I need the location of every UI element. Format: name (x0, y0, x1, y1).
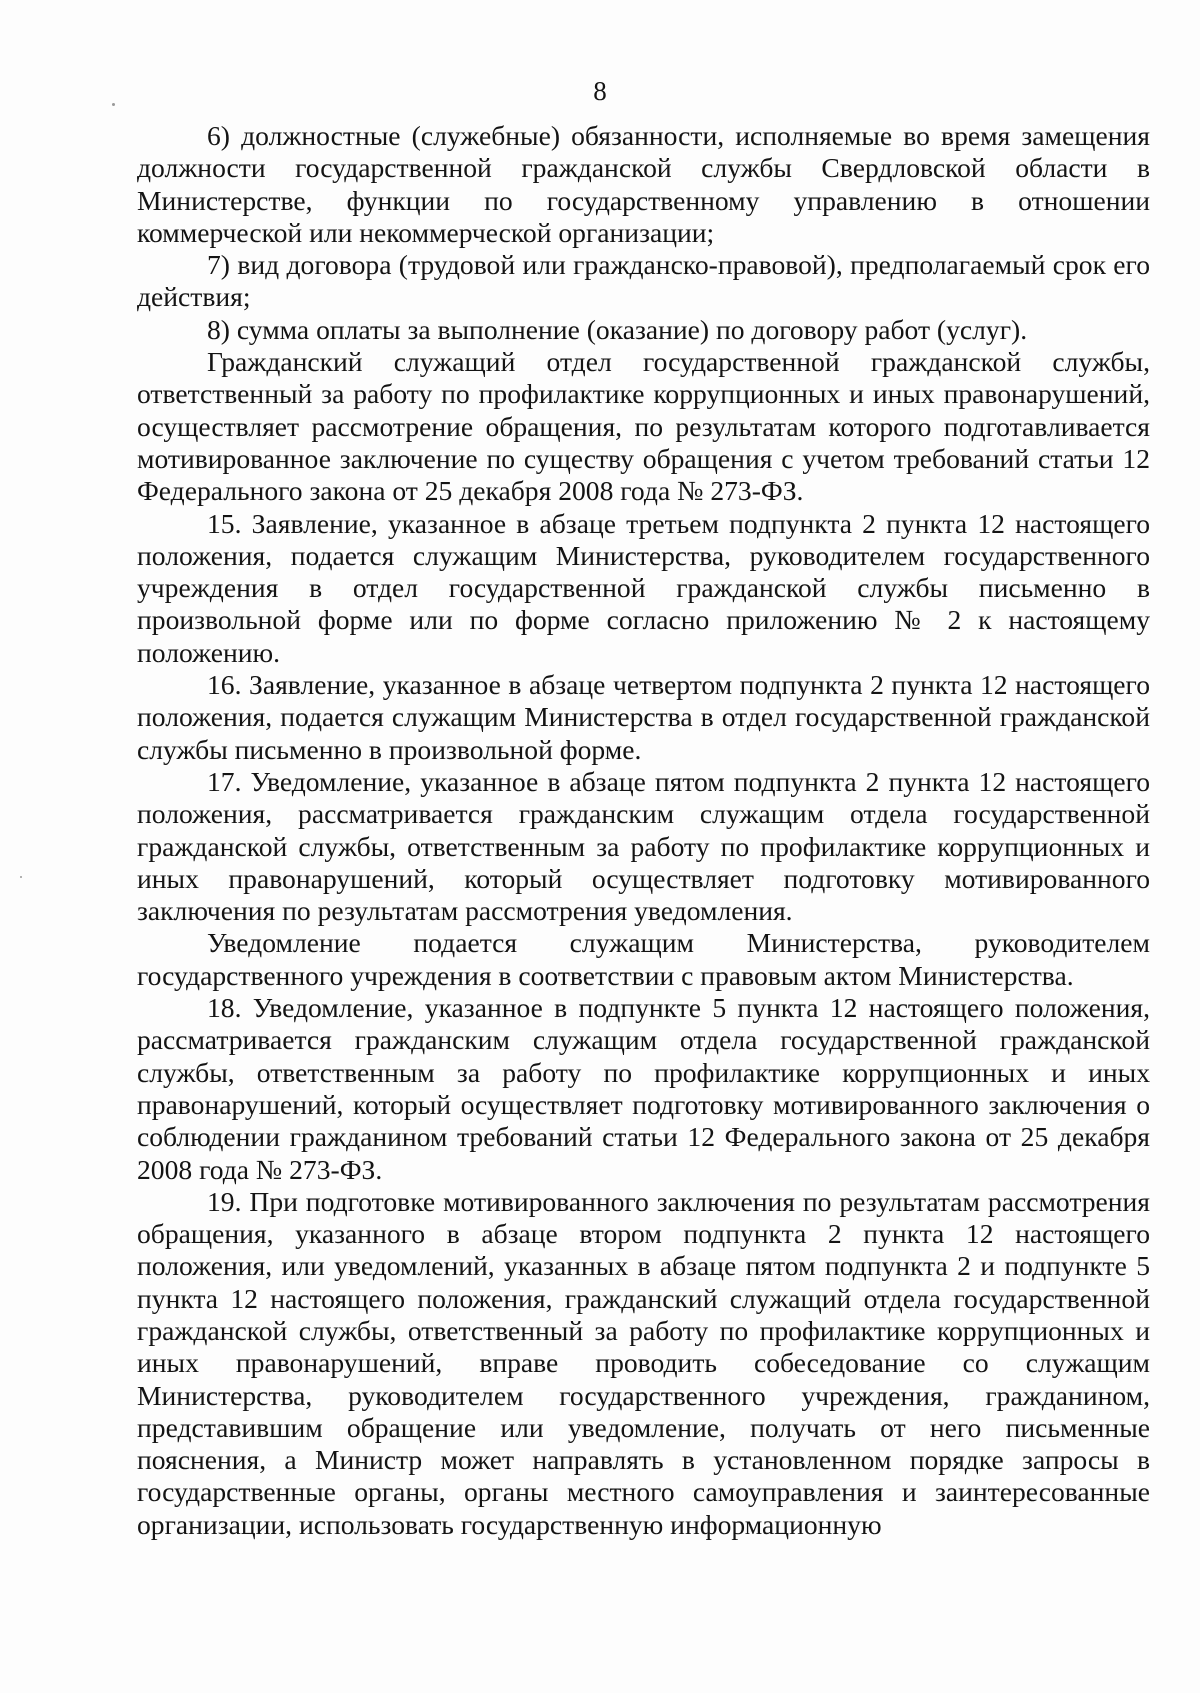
paragraph-clause-18: 18. Уведомление, указанное в подпункте 5 пункта 12 настоящего положения, рассматривается гражданским служащим отдела государственной гражданской службы, ответственным за работу по профилактике коррупционных и иных правонарушений, который осуществляет подготовку мотивированного заключения о соблюдении гражданином требований статьи 12 Федерального закона от 25 декабря 2008 года № 273-ФЗ. (137, 992, 1150, 1185)
paragraph-review-procedure: Гражданский служащий отдел государственной гражданской службы, ответственный за работу по профилактике коррупционных и иных правонарушений, осуществляет рассмотрение обращения, по результатам которого подготавливается мотивированное заключение по существу обращения с учетом требований статьи 12 Федерального закона от 25 декабря 2008 года № 273-ФЗ. (137, 346, 1150, 507)
paragraph-clause-16: 16. Заявление, указанное в абзаце четвертом подпункта 2 пункта 12 настоящего положения, подается служащим Министерства в отдел государственной гражданской службы письменно в произвольной форме. (137, 669, 1150, 765)
paragraph-clause-15: 15. Заявление, указанное в абзаце третьем подпункта 2 пункта 12 настоящего положения, подается служащим Министерства, руководителем государственного учреждения в отдел государственной гражданской службы письменно в произвольной форме или по форме согласно приложению № 2 к настоящему положению. (137, 507, 1150, 668)
paragraph-item-7: 7) вид договора (трудовой или гражданско-правовой), предполагаемый срок его действия; (137, 249, 1150, 313)
scan-speck (20, 876, 22, 878)
paragraph-item-6: 6) должностные (служебные) обязанности, исполняемые во время замещения должности государственной гражданской службы Свердловской области в Министерстве, функции по государственному управлению в отношении коммерческой или некоммерческой организации; (137, 120, 1150, 248)
paragraph-notification-submission: Уведомление подается служащим Министерства, руководителем государственного учреждения в соответствии с правовым актом Министерства. (137, 927, 1150, 991)
paragraph-clause-19: 19. При подготовке мотивированного заключения по результатам рассмотрения обращения, указанного в абзаце втором подпункта 2 пункта 12 настоящего положения, или уведомлений, указанных в абзаце пятом подпункта 2 и подпункте 5 пункта 12 настоящего положения, гражданский служащий отдела государственной гражданской службы, ответственный за работу по профилактике коррупционных и иных правонарушений, вправе проводить собеседование со служащим Министерства, руководителем государственного учреждения, гражданином, представившим обращение или уведомление, получать от него письменные пояснения, а Министр может направлять в установленном порядке запросы в государственные органы, органы местного самоуправления и заинтересованные организации, использовать государственную информационную (137, 1185, 1150, 1540)
paragraph-clause-17: 17. Уведомление, указанное в абзаце пятом подпункта 2 пункта 12 настоящего положения, рассматривается гражданским служащим отдела государственной гражданской службы, ответственным за работу по профилактике коррупционных и иных правонарушений, который осуществляет подготовку мотивированного заключения по результатам рассмотрения уведомления. (137, 765, 1150, 927)
paragraph-item-8: 8) сумма оплаты за выполнение (оказание) по договору работ (услуг). (207, 313, 1028, 345)
page-number: 8 (593, 76, 607, 106)
document-body (137, 120, 1150, 1541)
